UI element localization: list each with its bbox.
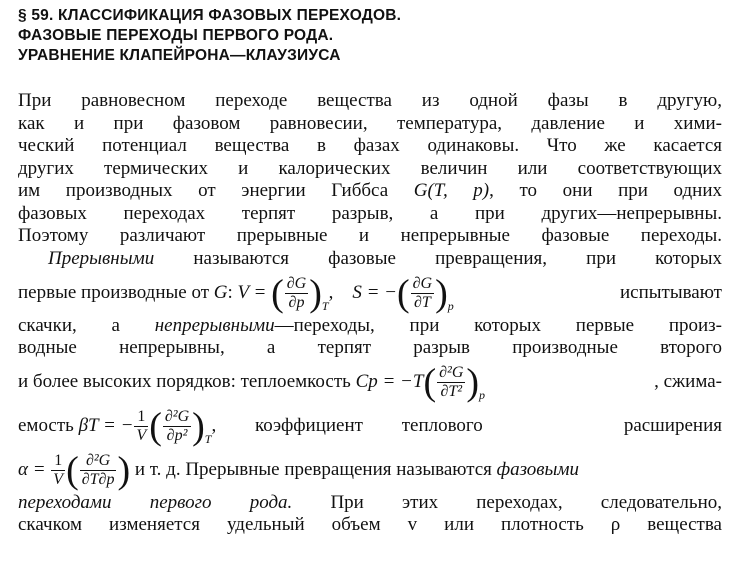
gibbs-function: G(T, p) [413, 180, 490, 201]
p1-line-5-text-a: им производных от энергии Гиббса [18, 180, 414, 201]
v-equals: V = [237, 281, 272, 303]
formula-expansion: α = $\frac{1}{V}$ ( $\frac{\text{∂²G}}{\partial T\partial p}$ ) [18, 449, 131, 492]
paragraph-2 [18, 248, 722, 537]
p2-line-3-b: —переходы, при которых первые произ- [274, 314, 722, 336]
frac-den: ∂T [413, 293, 431, 311]
formula-heat-capacity: Cp = −T( $\frac{\text{∂²G}}{\text{∂T²}}$ )$_p$ [355, 361, 486, 404]
frac-d2G-dp2 [163, 408, 191, 445]
frac-num: ∂G [286, 274, 307, 292]
frac-1-V [134, 408, 148, 445]
frac-num: ∂²G [164, 407, 190, 425]
p2-line-3-a: скачки, а [18, 314, 155, 336]
frac-den: ∂T² [440, 382, 463, 400]
frac-den: V [136, 426, 147, 444]
cp-equals: Cp = −T [355, 370, 424, 392]
p2-line-2-text: первые производные от [18, 281, 214, 303]
p2-line-7-a: и т. д. Прерывные превращения называются [134, 458, 497, 480]
p1-line-5 [18, 180, 722, 203]
heading-line-2: ФАЗОВЫЕ ПЕРЕХОДЫ ПЕРВОГО РОДА. [18, 27, 334, 44]
p2-line-2-end: испытывают [619, 281, 722, 303]
p1-line-2: как и при фазовом равновесии, температура, давление и хими- [18, 112, 722, 134]
frac-d2G-dT2 [437, 364, 465, 401]
p1-line-3: ческий потенциал вещества в фазах одинаковы. Что же касается [18, 135, 722, 156]
frac-num: ∂G [412, 274, 433, 292]
p2-line-5-text: и более высоких порядков: теплоемкость [18, 370, 356, 392]
frac-dG-dp [285, 275, 308, 312]
p1-line-7: Поэтому различают прерывные и непрерывные фазовые переходы. [18, 225, 722, 246]
heading-line-3: УРАВНЕНИЕ КЛАПЕЙРОНА—КЛАУЗИУСА [18, 47, 341, 64]
p2-line-6-formula [18, 404, 722, 448]
p1-line-6: фазовых переходах терпят разрыв, а при других—непрерывны. [18, 202, 722, 224]
formula-compressibility: βT = − $\frac{1}{V}$ ( $\frac{\text{∂²G}}{\text{∂p²}}$ )$_T$, [78, 405, 221, 448]
p2-line-8-b: При этих переходах, следовательно, [292, 491, 723, 513]
p2-line-8 [18, 492, 722, 515]
subscript-p: p [479, 387, 486, 402]
p2-line-4: водные непрерывны, а терпят разрыв производные второго [18, 337, 722, 358]
p2-line-6-text: емость [18, 414, 79, 436]
p1-line-5-text-b: , то они при одних [489, 180, 722, 201]
heading-line-1: § 59. КЛАССИФИКАЦИЯ ФАЗОВЫХ ПЕРЕХОДОВ. [18, 7, 402, 24]
p2-line-9: скачком изменяется удельный объем v или плотность ρ вещества [18, 514, 722, 535]
frac-num: 1 [134, 408, 148, 427]
word-expansion: расширения [623, 414, 722, 436]
beta-equals: βT = − [78, 414, 134, 436]
frac-den: ∂p [288, 293, 305, 311]
frac-den: V [53, 470, 64, 488]
p2-line-5-end: , сжима- [654, 370, 722, 392]
p2-line-1-rest: называются фазовые превращения, при которых [154, 248, 722, 269]
s-equals: S = − [352, 281, 397, 303]
frac-num: ∂²G [80, 452, 117, 471]
formula-volume: V = ( $\frac{\partial G}{\partial p}$ )$_T$, [237, 272, 339, 315]
word-thermal: теплового [401, 414, 483, 436]
subscript-T: T [204, 431, 212, 446]
alpha-equals: α = [18, 458, 51, 480]
p2-line-3 [18, 315, 722, 338]
p2-line-5-formula [18, 360, 722, 404]
section-heading [18, 6, 401, 66]
term-phase: фазовыми [496, 458, 580, 480]
p1-line-1: При равновесном переходе вещества из одной фазы в другую, [18, 90, 722, 111]
term-first-order: переходами первого рода. [18, 491, 293, 513]
p2-line-1 [18, 248, 722, 271]
term-discontinuous: Прерывными [48, 248, 155, 269]
formula-entropy: S = −( $\frac{\partial G}{\partial T}$ )$_p$ [352, 272, 454, 315]
p1-line-4: других термических и калорических величин или соответствующих [18, 157, 722, 179]
subscript-T: T [321, 298, 329, 313]
frac-den: ∂T∂p [81, 470, 115, 488]
paragraph-1 [18, 90, 722, 248]
frac-1-V [51, 452, 65, 489]
frac-d2G-dTdp [80, 452, 117, 489]
colon: : [227, 281, 233, 303]
frac-num: 1 [51, 452, 65, 471]
frac-dG-dT [411, 275, 434, 312]
frac-num: ∂²G [439, 363, 464, 381]
p2-line-7-formula [18, 448, 722, 492]
word-coefficient: коэффициент [254, 414, 363, 436]
term-continuous: непрерывными [154, 314, 275, 336]
p2-line-2-formulas [18, 271, 722, 315]
symbol-G: G [213, 281, 228, 303]
subscript-p: p [447, 298, 454, 313]
frac-den: ∂p² [166, 426, 188, 444]
